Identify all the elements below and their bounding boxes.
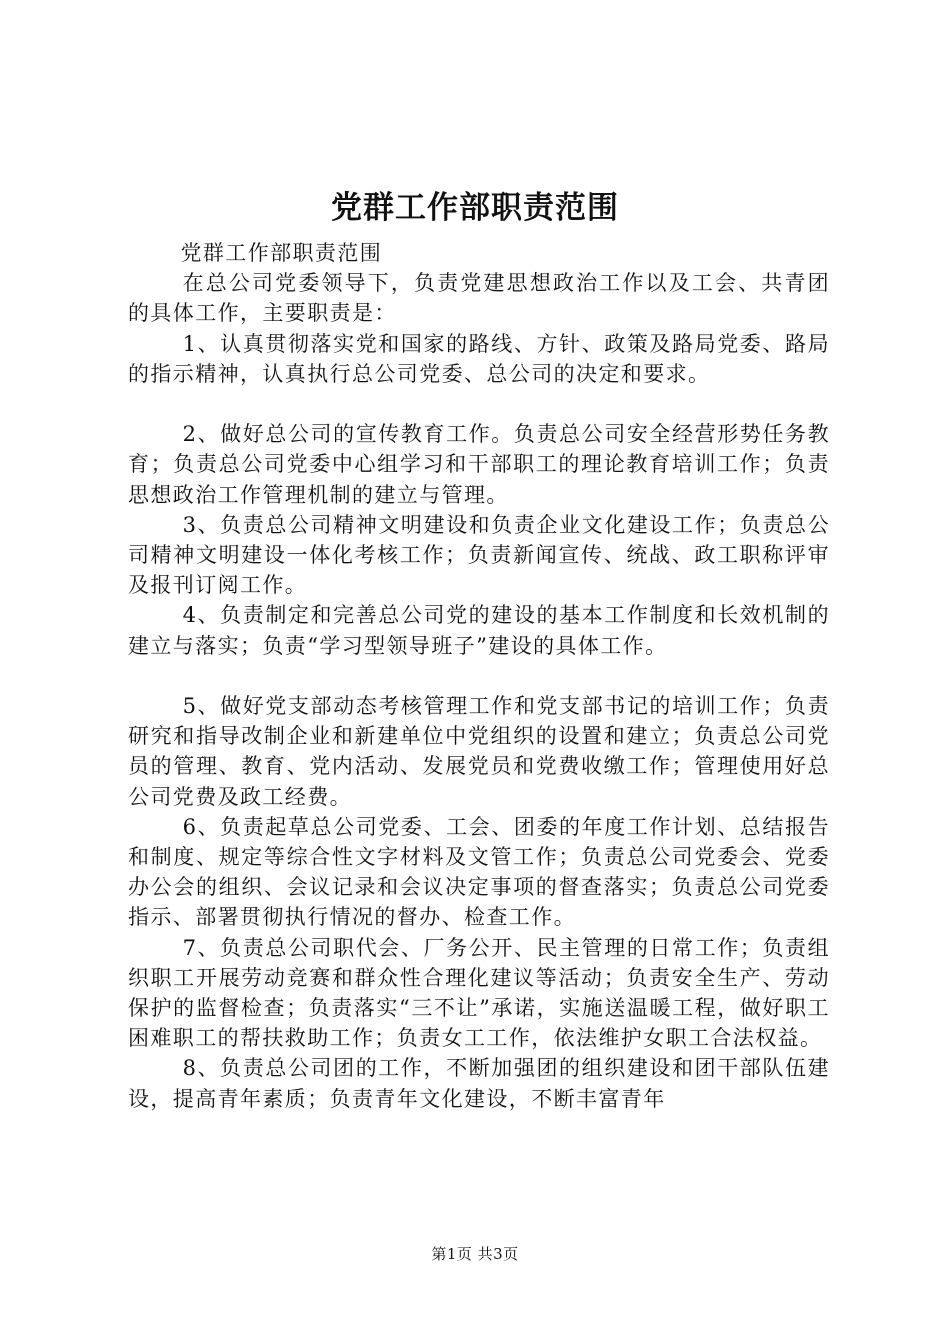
- duty-item-4: 4、负责制定和完善总公司党的建设的基本工作制度和长效机制的建立与落实；负责“学习型领导班子”建设的具体工作。: [128, 603, 830, 658]
- duty-item-7: 7、负责总公司职代会、厂务公开、民主管理的日常工作；负责组织职工开展劳动竞赛和群众性合理化建议等活动；负责安全生产、劳动保护的监督检查；负责落实“三不让”承诺，实施送温暖工程，做好职工困难职工的帮扶救助工作；负责女工工作，依法维护女职工合法权益。: [128, 935, 830, 1051]
- intro-paragraph: 在总公司党委领导下，负责党建思想政治工作以及工会、共青团的具体工作，主要职责是：: [128, 271, 830, 326]
- duty-item-1: 1、认真贯彻落实党和国家的路线、方针、政策及路局党委、路局的指示精神，认真执行总公司党委、总公司的决定和要求。: [128, 331, 830, 386]
- duty-item-8: 8、负责总公司团的工作，不断加强团的组织建设和团干部队伍建设，提高青年素质；负责青年文化建设，不断丰富青年: [128, 1056, 830, 1111]
- duty-item-2: 2、做好总公司的宣传教育工作。负责总公司安全经营形势任务教育；负责总公司党委中心组学习和干部职工的理论教育培训工作；负责思想政治工作管理机制的建立与管理。: [128, 422, 830, 507]
- document-body: [128, 238, 830, 1114]
- page-title: 党群工作部职责范围: [331, 190, 619, 226]
- duty-item-6: 6、负责起草总公司党委、工会、团委的年度工作计划、总结报告和制度、规定等综合性文字材料及文管工作；负责总公司党委会、党委办公会的组织、会议记录和会议决定事项的督查落实；负责总公司党委指示、部署贯彻执行情况的督办、检查工作。: [128, 814, 830, 930]
- document-subtitle: 党群工作部职责范围: [180, 241, 383, 265]
- duty-item-3: 3、负责总公司精神文明建设和负责企业文化建设工作；负责总公司精神文明建设一体化考核工作；负责新闻宣传、统战、政工职称评审及报刊订阅工作。: [128, 512, 830, 598]
- duty-item-5: 5、做好党支部动态考核管理工作和党支部书记的培训工作；负责研究和指导改制企业和新建单位中党组织的设置和建立；负责总公司党员的管理、教育、党内活动、发展党员和党费收缴工作；管理使用好总公司党费及政工经费。: [128, 694, 830, 809]
- page-footer: 第1页 共3页: [431, 1245, 519, 1263]
